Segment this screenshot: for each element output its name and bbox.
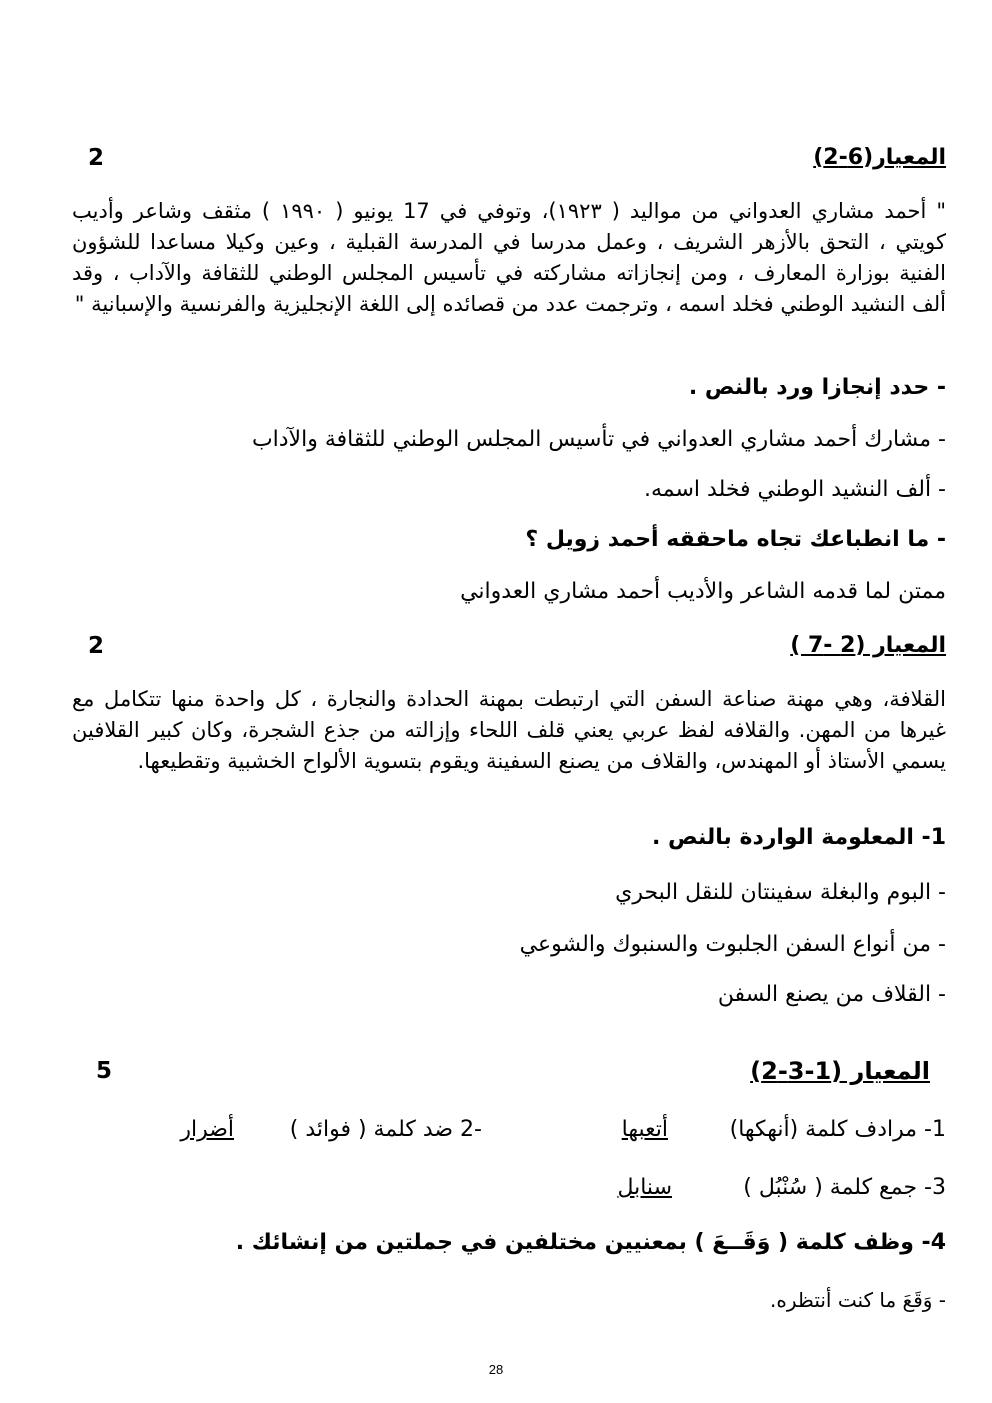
q1-answer: أتعبها	[621, 1117, 668, 1142]
section1-heading: المعيار(6-2)	[813, 145, 946, 170]
q1-label: 1- مرادف كلمة (أنهكها)	[729, 1117, 946, 1142]
q3-answer: سنابل	[617, 1175, 672, 1200]
section2-score: 2	[88, 633, 105, 659]
section2-answer1: - البوم والبغلة سفينتان للنقل البحري	[615, 880, 946, 905]
section2-passage: القلافة، وهي مهنة صناعة السفن التي ارتبطت بمهنة الحدادة والنجارة ، كل واحدة منها تتكامل مع غيرها من المهن. والقلافه لفظ عربي يعني قلف اللحاء وإزالته من جذع الشجرة، وكان كبير القلافين يسمي الأستاذ أو المهندس، والقلاف من يصنع السفينة ويقوم بتسوية الألواح الخشبية وتقطيعها.	[72, 687, 946, 773]
section2-answer2: - من أنواع السفن الجلبوت والسنبوك والشوعي	[519, 932, 946, 957]
section2-question1: 1- المعلومة الواردة بالنص .	[652, 825, 946, 850]
page-number: 28	[488, 1362, 504, 1377]
section2-answer3: - القلاف من يصنع السفن	[717, 982, 946, 1007]
q3-label: 3- جمع كلمة ( سُنْبُل )	[743, 1175, 946, 1200]
q4-question: 4- وظف كلمة ( وَقَــعَ ) بمعنيين مختلفين في جملتين من إنشائك .	[235, 1230, 946, 1255]
section3-heading: المعيار (1-3-2)	[750, 1057, 930, 1085]
section2-heading: المعيار (2 -7 )	[790, 633, 946, 658]
section1-answer1-line2: - ألف النشيد الوطني فخلد اسمه.	[643, 477, 946, 502]
section1-score: 2	[88, 145, 105, 171]
q2-label: -2 ضد كلمة ( فوائد )	[289, 1117, 482, 1142]
section3-score: 5	[96, 1058, 113, 1084]
section1-question1: - حدد إنجازا ورد بالنص .	[688, 375, 946, 400]
q2-answer: أضرار	[180, 1117, 234, 1142]
section1-question2: - ما انطباعك تجاه ماحققه أحمد زويل ؟	[525, 527, 946, 552]
q4-answer: - وَقَعَ ما كنت أنتظره.	[770, 1288, 946, 1312]
section1-answer2: ممتن لما قدمه الشاعر والأديب أحمد مشاري العدواني	[460, 579, 946, 604]
section1-passage: " أحمد مشاري العدواني من مواليد ( ١٩٢٣)، وتوفي في 17 يونيو ( ١٩٩٠ ) مثقف وشاعر وأديب كويتي ، التحق بالأزهر الشريف ، وعمل مدرسا في المدرسة القبلية ، وعين وكيلا مساعدا للشؤون الفنية بوزارة المعارف ، ومن إنجازاته مشاركته في تأسيس المجلس الوطني للثقافة والآداب ، وقد ألف النشيد الوطني فخلد اسمه ، وترجمت عدد من قصائده إلى اللغة الإنجليزية والفرنسية والإسبانية "	[72, 199, 946, 316]
section1-answer1-line1: - مشارك أحمد مشاري العدواني في تأسيس المجلس الوطني للثقافة والآداب	[251, 427, 946, 452]
